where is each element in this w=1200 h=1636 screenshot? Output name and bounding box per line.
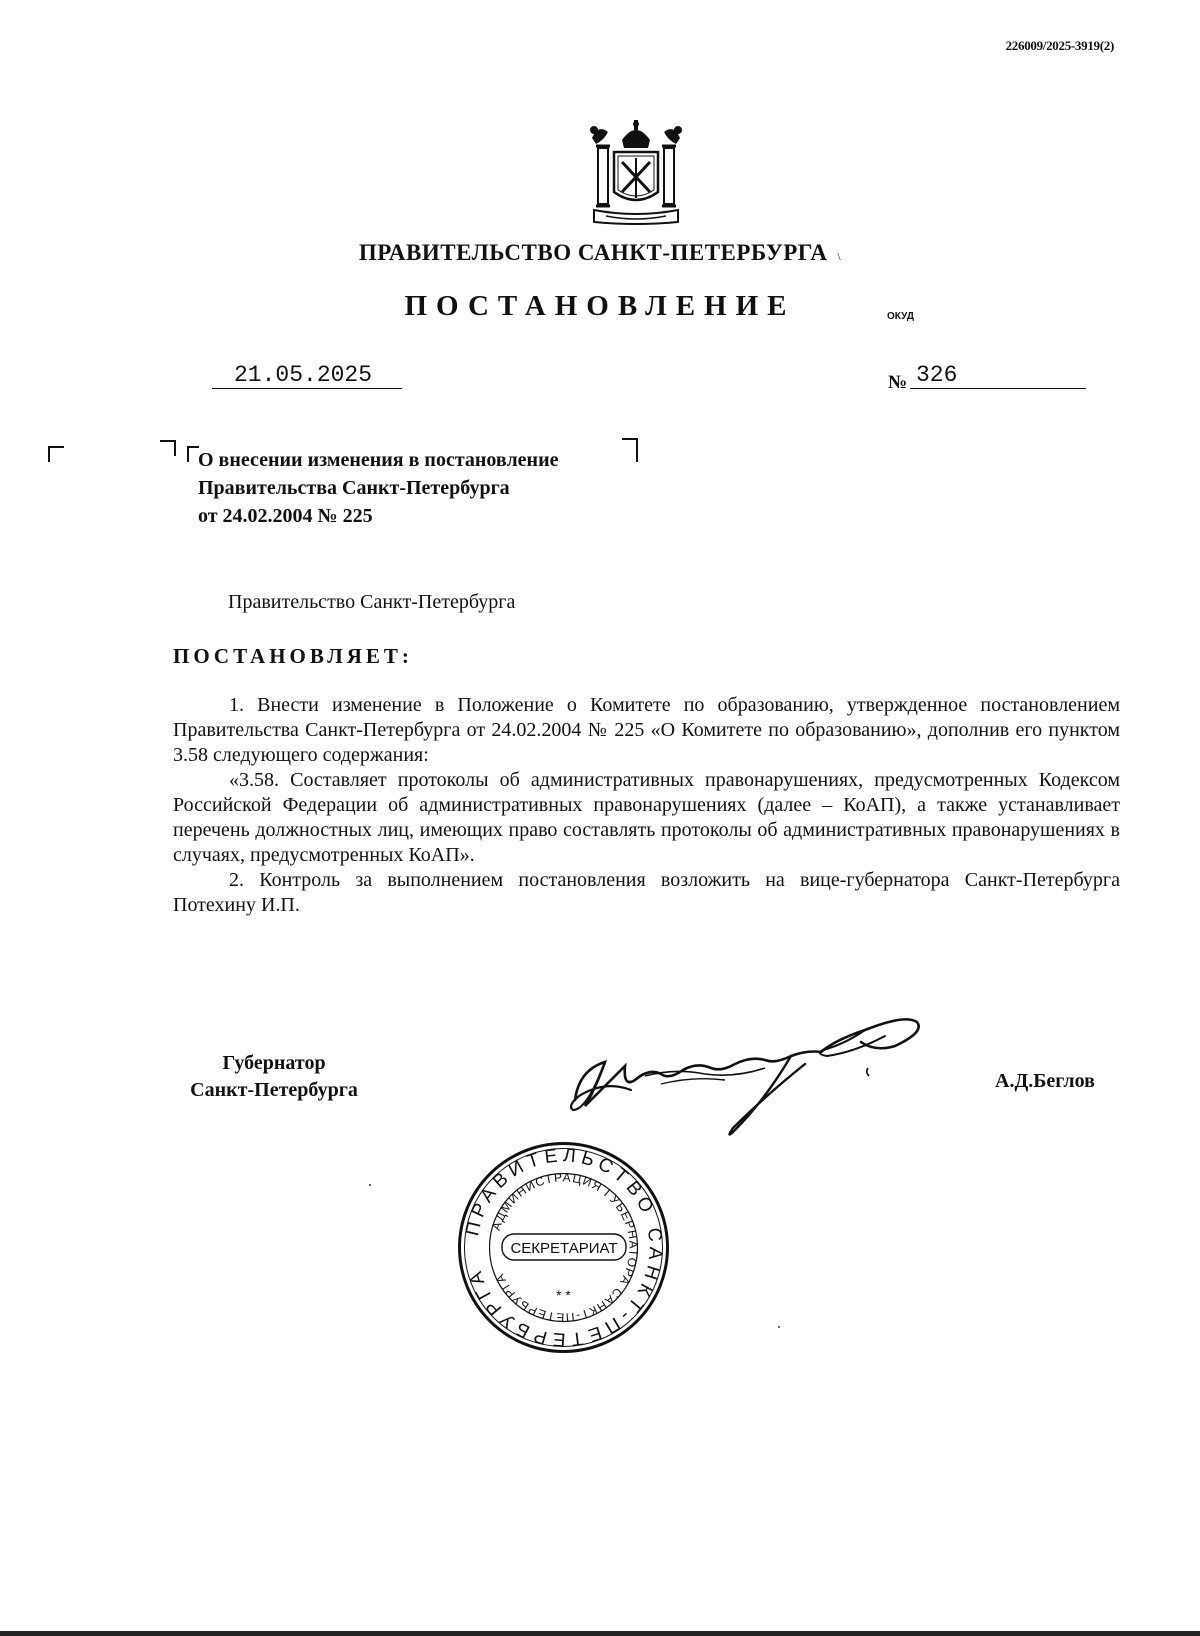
signatory-title-line-1: Губернатор <box>222 1052 326 1074</box>
document-registration-number: 226009/2025-3919(2) <box>1005 38 1114 53</box>
stamp-inner-path: АДМИНИСТРАЦИЯ ГУБЕРНАТОРА САНКТ-ПЕТЕРБУРГА <box>488 1170 641 1325</box>
stamp-outer-text: ПРАВИТЕЛЬСТВО САНКТ-ПЕТЕРБУРГА <box>462 1145 666 1350</box>
stamp-center-text: СЕКРЕТАРИАТ <box>510 1240 618 1257</box>
signatory-title-line-2: Санкт-Петербурга <box>190 1079 358 1101</box>
paragraph-1-quote: «3.58. Составляет протоколы об административных правонарушениях, предусмотренных Кодексом Российской Федерации об административных правонарушениях (далее – КоАП), а также устанавливает перечень должностных лиц, имеющих право составлять протоколы об административных правонарушениях в случаях, предусмотренных КоАП». <box>173 769 1120 866</box>
document-subject <box>198 446 558 530</box>
scan-dot <box>369 1184 371 1186</box>
organization-title <box>0 240 1200 266</box>
number-label: № <box>888 372 908 393</box>
document-date: 21.05.2025 <box>212 362 402 389</box>
corner-mark-subject-close <box>622 438 638 462</box>
scan-dot <box>778 1326 780 1328</box>
coat-of-arms-emblem <box>584 118 688 226</box>
stamp-stars: * * <box>556 1287 571 1303</box>
corner-mark-subject-open-a <box>160 440 176 456</box>
organization-name: ПРАВИТЕЛЬСТВО САНКТ-ПЕТЕРБУРГА <box>358 240 828 265</box>
signatory-title <box>174 1050 374 1104</box>
subject-line-3: от 24.02.2004 № 225 <box>198 505 373 527</box>
document-type: ПОСТАНОВЛЕНИЕ <box>404 290 796 322</box>
subject-line-1: О внесении изменения в постановление <box>198 449 559 471</box>
okud-label: ОКУД <box>887 311 914 322</box>
document-body <box>173 693 1120 918</box>
paragraph-1: 1. Внести изменение в Положение о Комитете по образованию, утвержденное постановлением Правительства Санкт-Петербурга от 24.02.2004 № 225 «О Комитете по образованию», дополнив его пунктом 3.58 следующего содержания: <box>173 694 1120 766</box>
scan-edge-line <box>0 1631 1200 1636</box>
organization-mark: \ <box>837 251 842 263</box>
subject-line-2: Правительства Санкт-Петербурга <box>198 477 510 499</box>
preamble: Правительство Санкт-Петербурга <box>228 591 516 613</box>
paragraph-2: 2. Контроль за выполнением постановления возложить на вице-губернатора Санкт-Петербурга Потехину И.П. <box>173 869 1120 916</box>
handwritten-signature <box>565 1010 945 1150</box>
document-number: 326 <box>910 362 1086 389</box>
corner-mark-left <box>48 446 64 462</box>
signatory-name: А.Д.Беглов <box>995 1070 1095 1092</box>
decree-heading: ПОСТАНОВЛЯЕТ: <box>173 644 413 668</box>
